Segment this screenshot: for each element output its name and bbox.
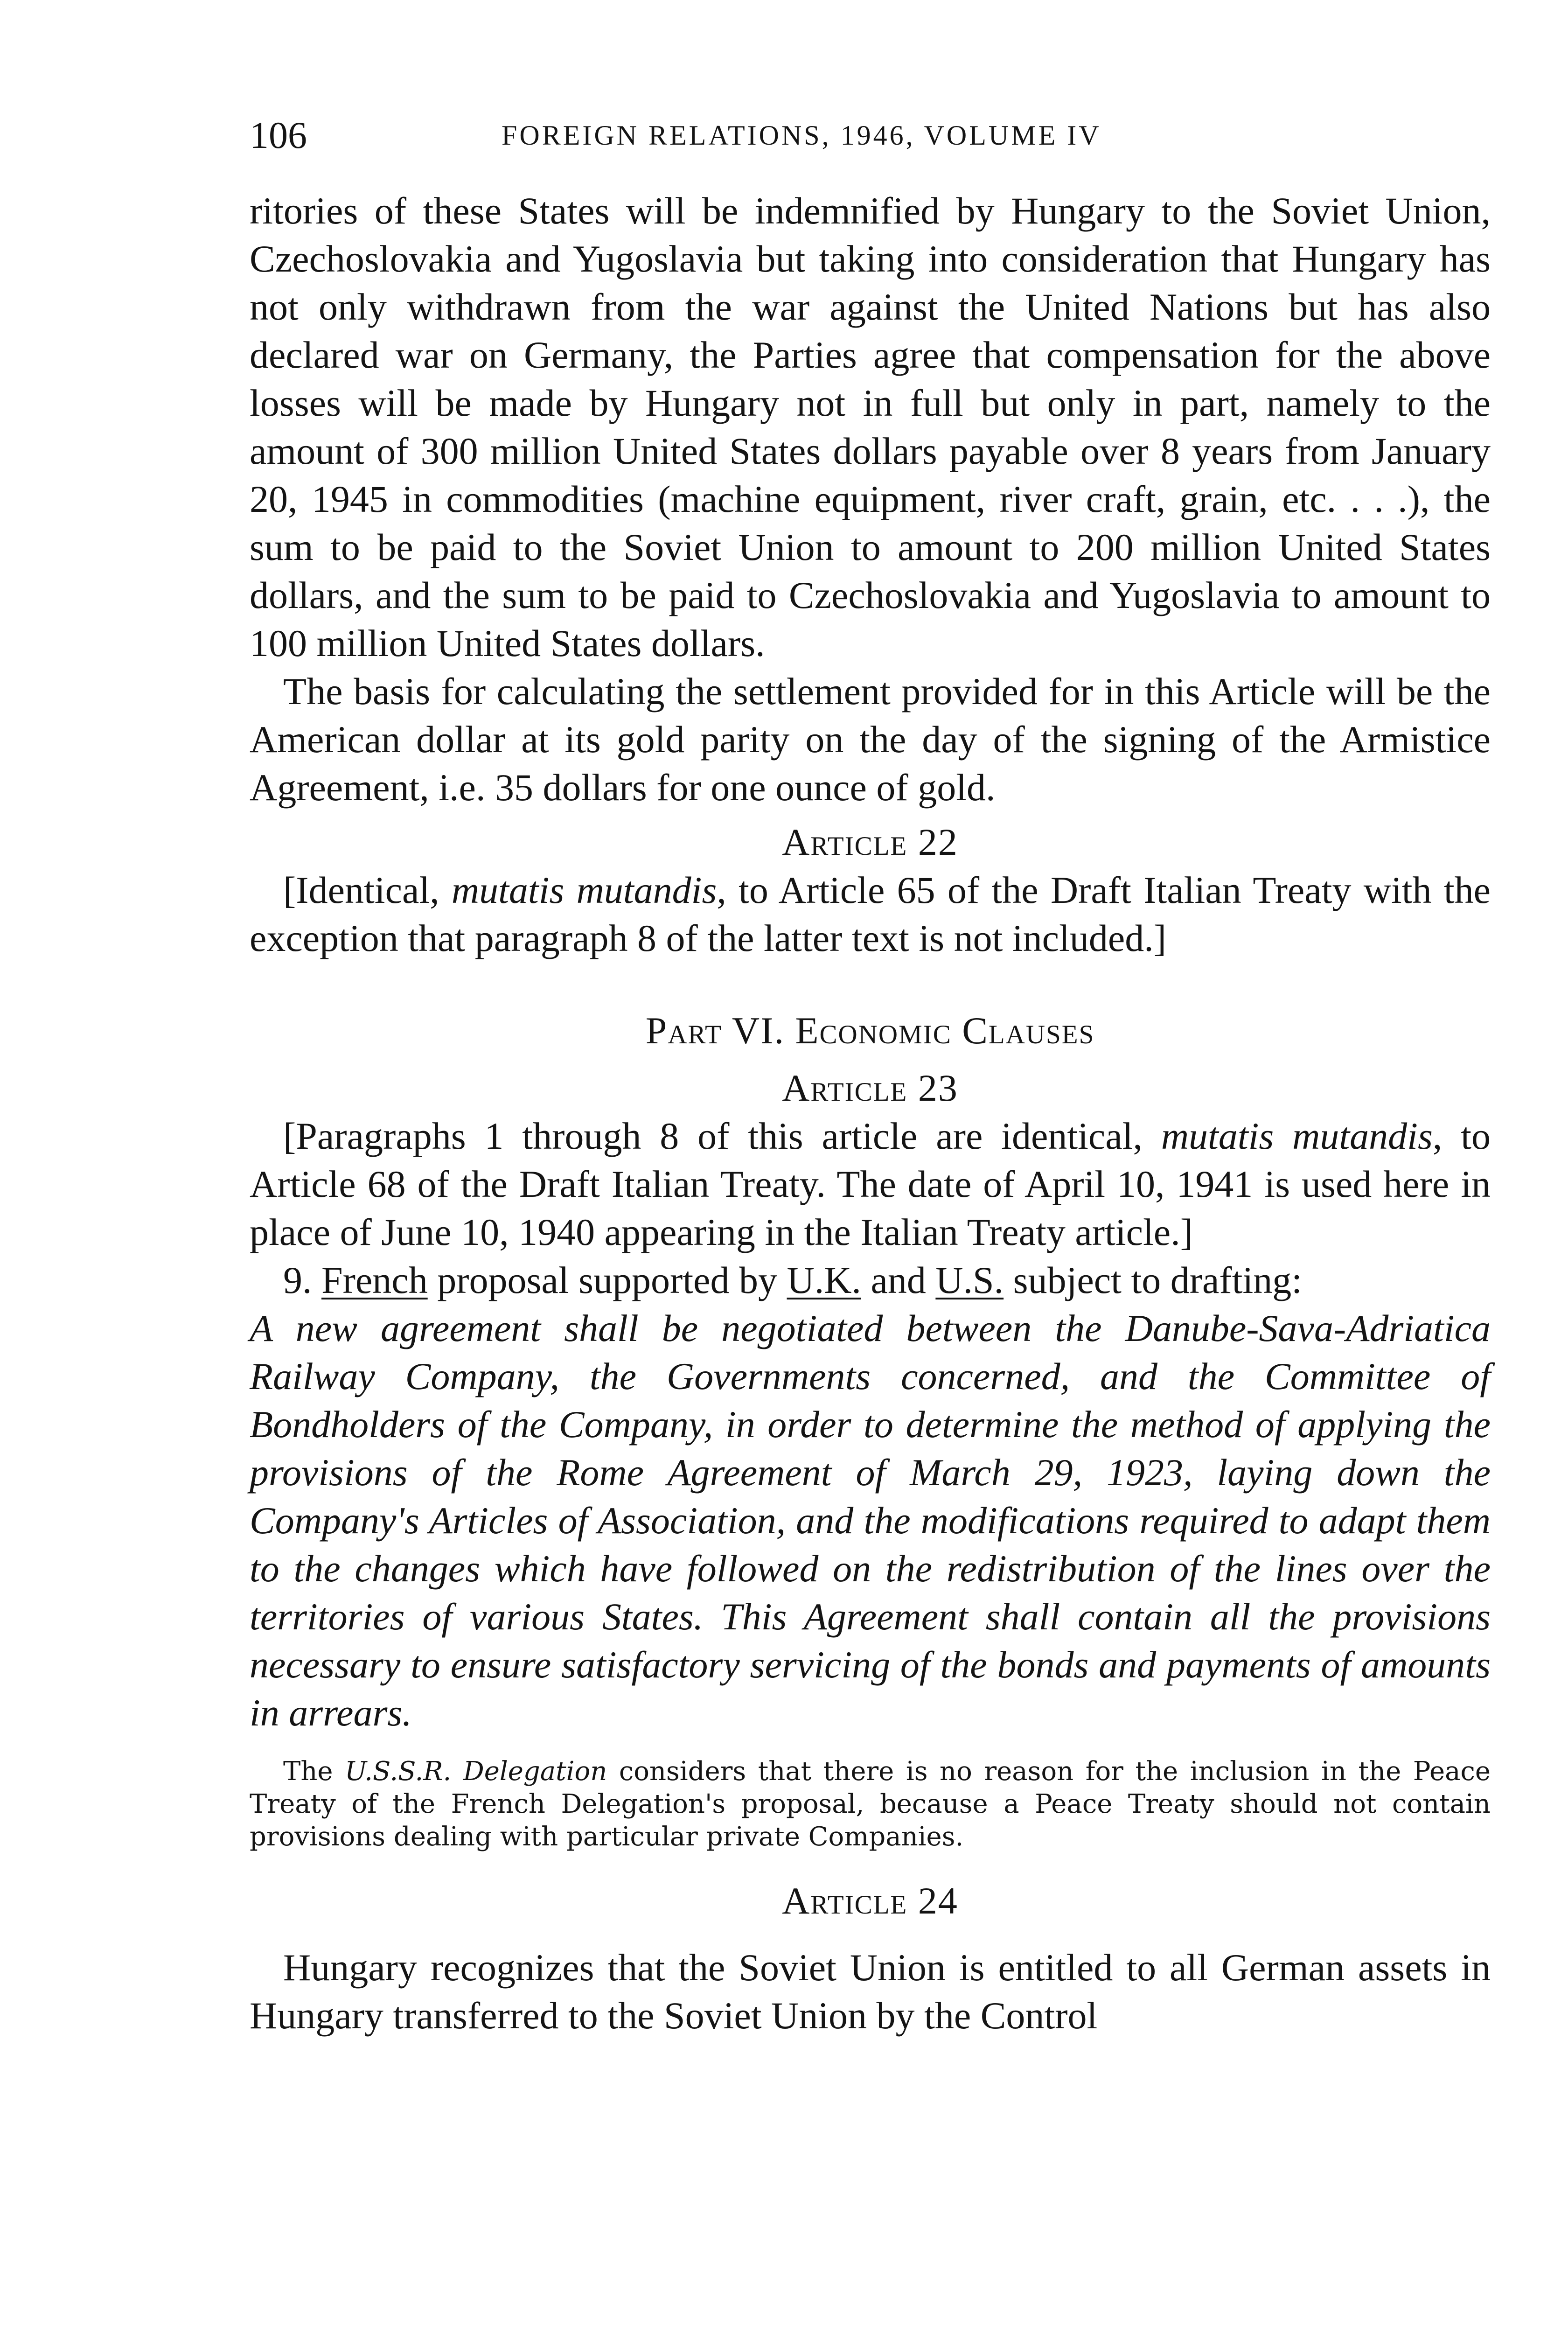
page-number: 106	[250, 114, 307, 156]
running-header	[250, 107, 1491, 163]
article-23-text	[250, 1112, 1491, 1256]
ussr-delegation-note	[250, 1755, 1491, 1853]
note-text: considers that there is no reason for the inclusion in the Peace Treaty of the French Delegation's proposal, because a Peace Treaty should not contain provisions dealing with particular private Companies.	[250, 1756, 1491, 1852]
running-title: FOREIGN RELATIONS, 1946, VOLUME IV	[502, 120, 1101, 151]
article-24-heading: Article 24	[782, 1879, 958, 1922]
article-22-text-before: [Identical,	[283, 869, 452, 911]
article-22-text	[250, 866, 1491, 962]
continuation-paragraph: ritories of these States will be indemnified by Hungary to the Soviet Union, Czechoslovakia and Yugoslavia but taking into consideration that Hungary has not only withdrawn from the war against the United Nations but has also declared war on Germany, the Parties agree that compensation for the above losses will be made by Hungary not in full but only in part, namely to the amount of 300 million United States dollars payable over 8 years from January 20, 1945 in commodities (machine equipment, river craft, grain, etc. . . .), the sum to be paid to the Soviet Union to amount to 200 million United States dollars, and the sum to be paid to Czechoslovakia and Yugoslavia to amount to 100 million United States dollars.	[250, 189, 1491, 664]
proposal-and: and	[871, 1259, 926, 1301]
article-22-latin: mutatis mutandis	[451, 869, 717, 911]
proposal-mid: proposal supported by	[437, 1259, 777, 1301]
proposal-french: French	[321, 1259, 428, 1301]
proposal-us: U.S.	[935, 1259, 1004, 1301]
proposal-end: subject to drafting:	[1013, 1259, 1303, 1301]
proposal-number: 9.	[283, 1259, 312, 1301]
proposal-uk: U.K.	[787, 1259, 861, 1301]
document-page	[250, 107, 1491, 2040]
article-24-text: Hungary recognizes that the Soviet Union is entitled to all German assets in Hungary transferred to the Soviet Union by the Control	[250, 1946, 1491, 2037]
note-prefix: The	[283, 1756, 345, 1787]
article-23-heading: Article 23	[782, 1067, 958, 1109]
part-vi-heading: Part VI. Economic Clauses	[645, 1009, 1095, 1052]
article-23-text-before: [Paragraphs 1 through 8 of this article are identical,	[283, 1115, 1161, 1157]
article-23-latin: mutatis mutandis	[1161, 1115, 1433, 1157]
article-22-heading: Article 22	[782, 821, 958, 863]
basis-paragraph: The basis for calculating the settlement provided for in this Article will be the American dollar at its gold parity on the day of the signing of the Armistice Agreement, i.e. 35 dollars for one ounce of gold.	[250, 670, 1491, 809]
article-22-text-after: , to Article 65 of the Draft Italian Treaty with the exception that paragraph 8 of the latter text is not included.]	[250, 869, 1491, 959]
french-proposal-text: A new agreement shall be negotiated between the Danube-Sava-Adriatica Railway Company, the Governments concerned, and the Committee of Bondholders of the Company, in order to determine the method of applying the provisions of the Rome Agreement of March 29, 1923, laying down the Company's Articles of Association, and the modifications required to adapt them to the changes which have followed on the redistribution of the lines over the territories of various States. This Agreement shall contain all the provisions necessary to ensure satisfactory servicing of the bonds and payments of amounts in arrears.	[250, 1307, 1491, 1734]
note-delegation: U.S.S.R. Delegation	[345, 1756, 607, 1787]
french-proposal-intro	[250, 1256, 1491, 1304]
article-23-text-after: , to Article 68 of the Draft Italian Treaty. The date of April 10, 1941 is used here in place of June 10, 1940 appearing in the Italian Treaty article.]	[250, 1115, 1491, 1253]
